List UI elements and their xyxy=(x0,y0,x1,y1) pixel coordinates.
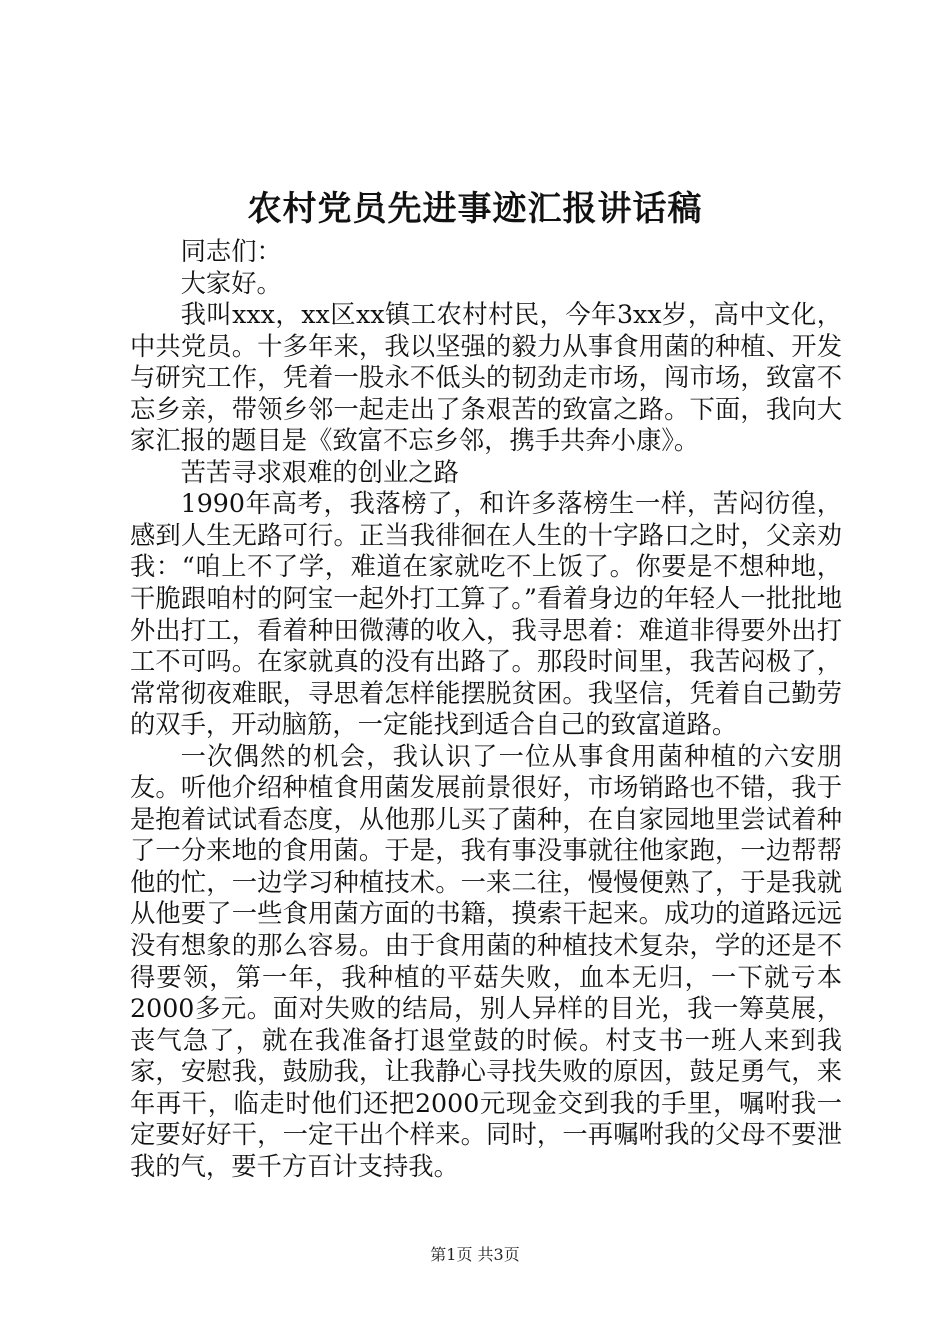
page-footer: 第1页 共3页 xyxy=(430,1245,520,1264)
section-heading: 苦苦寻求艰难的创业之路 xyxy=(180,457,459,487)
paragraph-salutation: 同志们： xyxy=(180,237,282,266)
paragraph-opportunity: 一次偶然的机会，我认识了一位从事食用菌种植的六安朋友。听他介绍种植食用菌发展前景很好，市场销路也不错，我于是抱着试试看态度，从他那儿买了菌种，在自家园地里尝试着种了一分来地的食用菌。于是，我有事没事就往他家跑，一边帮帮他的忙，一边学习种植技术。一来二往，慢慢便熟了，于是我就从他要了一些食用菌方面的书籍，摸索干起来。成功的道路远远没有想象的那么容易。由于食用菌的种植技术复杂，学的还是不得要领，第一年，我种植的平菇失败，血本无归，一下就亏本2000多元。面对失败的结局，别人异样的目光，我一筹莫展，丧气急了，就在我准备打退堂鼓的时候。村支书一班人来到我家，安慰我，鼓励我，让我静心寻找失败的原因，鼓足勇气，来年再干，临走时他们还把2000元现金交到我的手里，嘱咐我一定要好好干，一定干出个样来。同时，一再嘱咐我的父母不要泄我的气，要千方百计支持我。 xyxy=(130,741,842,1181)
document-body xyxy=(130,236,842,1182)
paragraph-1990: 1990年高考，我落榜了，和许多落榜生一样，苦闷彷徨，感到人生无路可行。正当我徘徊在人生的十字路口之时，父亲劝我：“咱上不了学，难道在家就吃不上饭了。你要是不想种地，干脆跟咱村的阿宝一起外打工算了。”看着身边的年轻人一批批地外出打工，看着种田微薄的收入，我寻思着：难道非得要外出打工不可吗。在家就真的没有出路了。那段时间里，我苦闷极了，常常彻夜难眠，寻思着怎样能摆脱贫困。我坚信，凭着自己勤劳的双手，开动脑筋，一定能找到适合自己的致富道路。 xyxy=(130,489,842,740)
document-title: 农村党员先进事迹汇报讲话稿 xyxy=(247,189,703,229)
paragraph-greeting: 大家好。 xyxy=(180,268,282,298)
paragraph-introduction: 我叫xxx，xx区xx镇工农村村民，今年3xx岁，高中文化，中共党员。十多年来，我以坚强的毅力从事食用菌的种植、开发与研究工作，凭着一股永不低头的韧劲走市场，闯市场，致富不忘乡亲，带领乡邻一起走出了条艰苦的致富之路。下面，我向大家汇报的题目是《致富不忘乡邻，携手共奔小康》。 xyxy=(130,300,842,456)
